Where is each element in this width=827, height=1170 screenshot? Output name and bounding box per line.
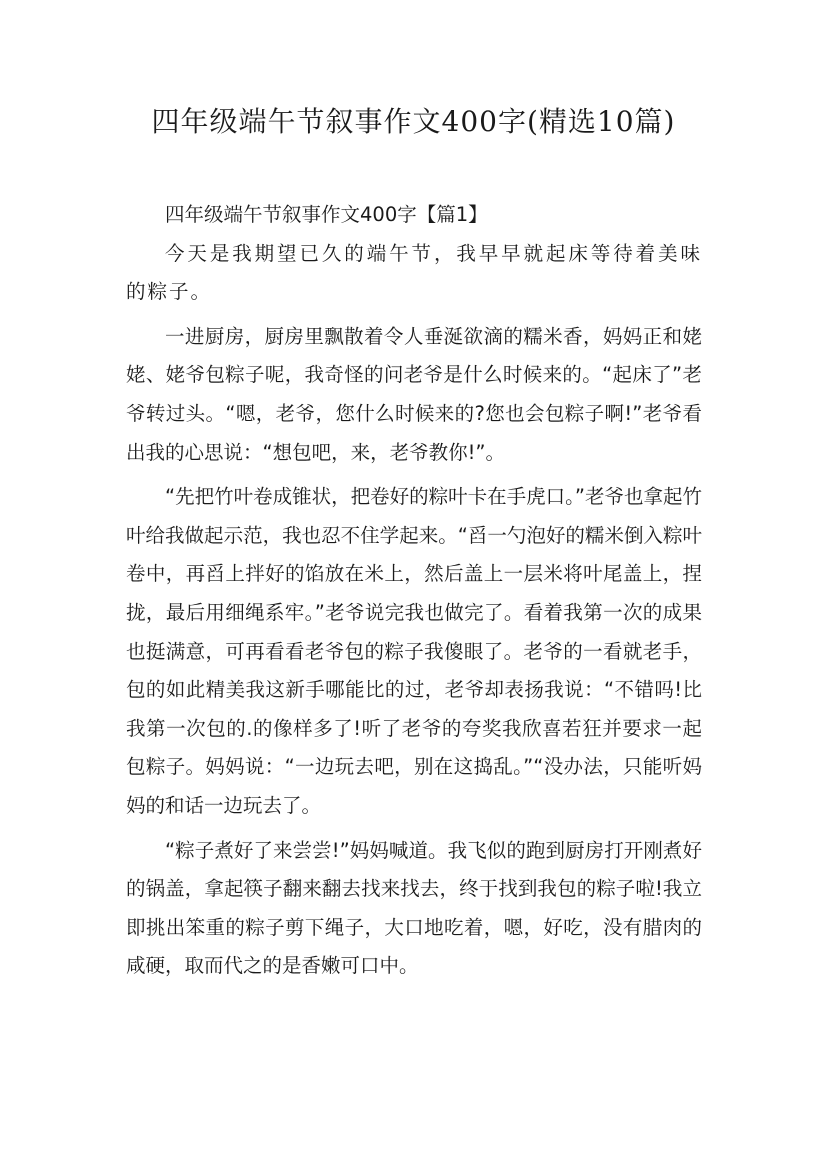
- paragraph-3: “先把竹叶卷成锥状，把卷好的粽叶卡在手虎口。”老爷也拿起竹叶给我做起示范，我也忍不住学起来。“舀一勺泡好的糯米倒入粽叶卷中，再舀上拌好的馅放在米上，然后盖上一层米将叶尾盖上，捏拢，最后用细绳系牢。”老爷说完我也做完了。看着我第一次的成果也挺满意，可再看看老爷包的粽子我傻眼了。老爷的一看就老手，包的如此精美我这新手哪能比的过，老爷却表扬我说：“不错吗!比我第一次包的.的像样多了!听了老爷的夸奖我欣喜若狂并要求一起包粽子。妈妈说：“一边玩去吧，别在这捣乱。”“没办法，只能听妈妈的和话一边玩去了。: [126, 485, 702, 817]
- section-heading: 四年级端午节叙事作文400字【篇1】: [165, 203, 488, 226]
- paragraph-1: 今天是我期望已久的端午节，我早早就起床等待着美味的粽子。: [126, 241, 702, 304]
- document-body: [126, 196, 702, 986]
- paragraph-2: 一进厨房，厨房里飘散着令人垂涎欲滴的糯米香，妈妈正和姥姥、姥爷包粽子呢，我奇怪的问老爷是什么时候来的。“起床了”老爷转过头。“嗯，老爷，您什么时候来的?您也会包粽子啊!”老爷看出我的心思说：“想包吧，来，老爷教你!”。: [126, 324, 702, 464]
- document-title: 四年级端午节叙事作文400字(精选10篇): [151, 105, 676, 138]
- paragraph-4: “粽子煮好了来尝尝!”妈妈喊道。我飞似的跑到厨房打开刚煮好的锅盖，拿起筷子翻来翻去找来找去，终于找到我包的粽子啦!我立即挑出笨重的粽子剪下绳子，大口地吃着，嗯，好吃，没有腊肉的咸硬，取而代之的是香嫩可口中。: [126, 838, 702, 978]
